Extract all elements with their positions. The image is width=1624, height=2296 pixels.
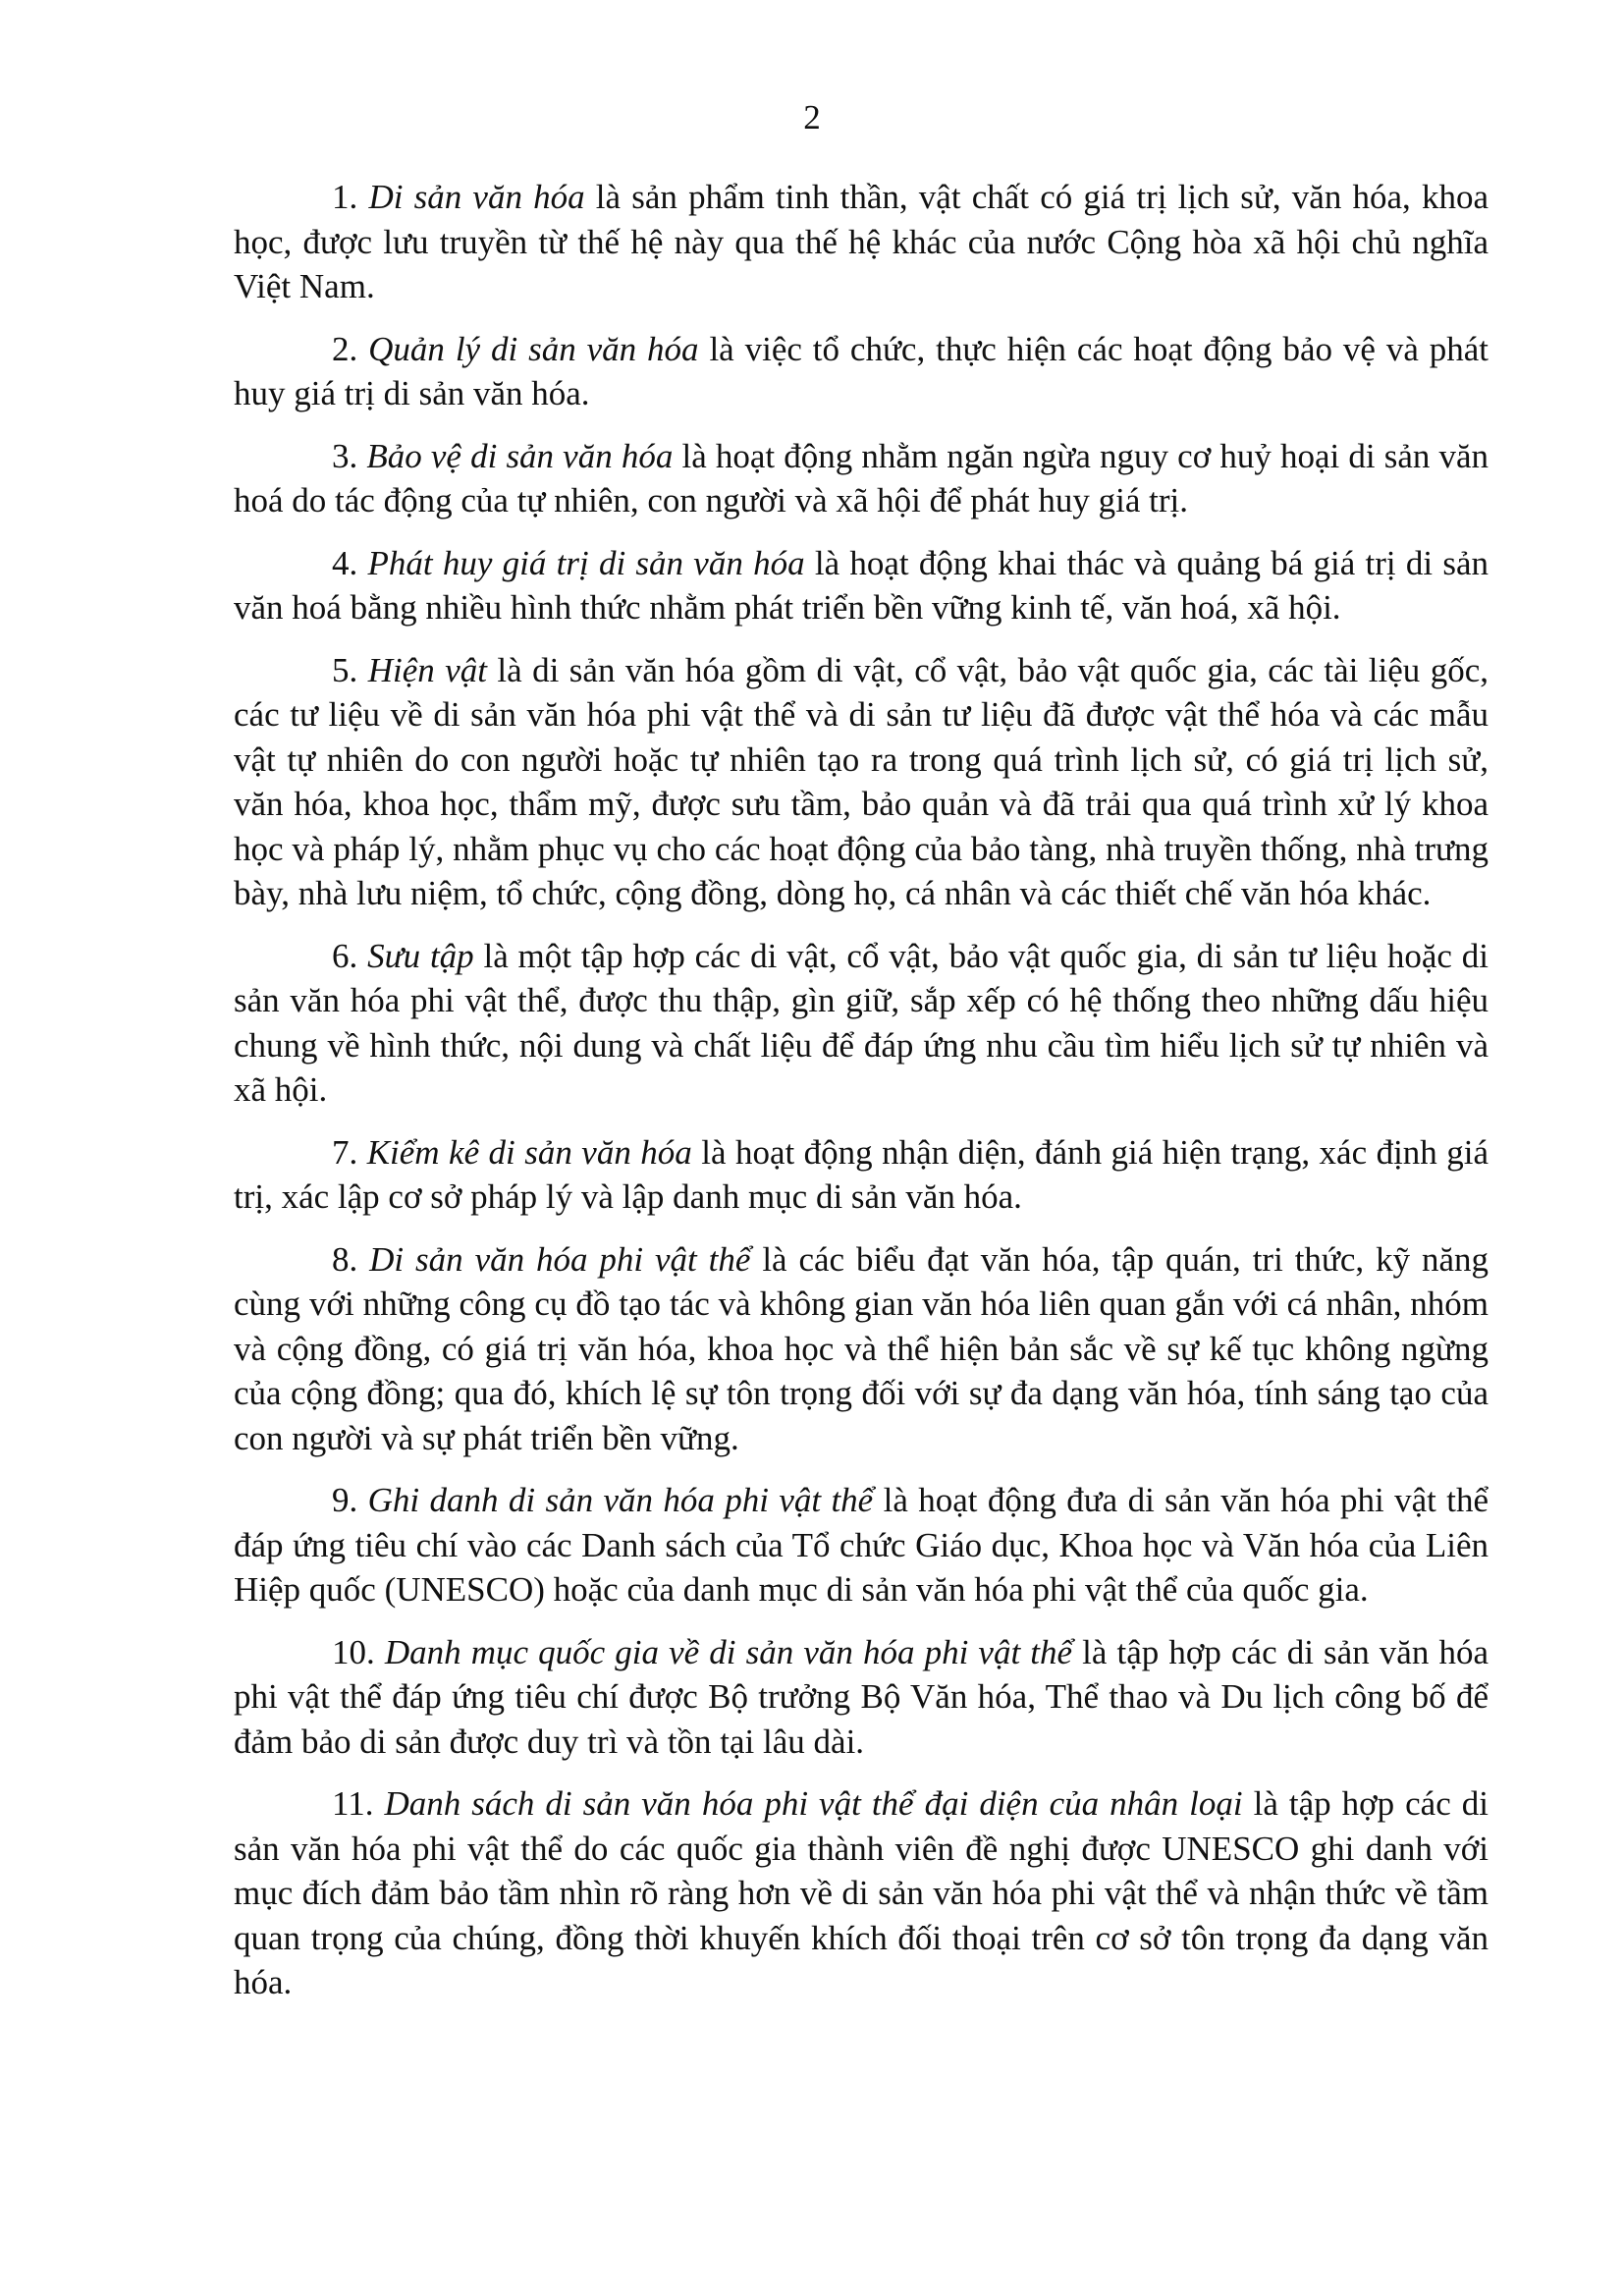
item-number: 2.	[332, 329, 369, 368]
defined-term: Kiểm kê di sản văn hóa	[366, 1132, 692, 1172]
definition-text: là hoạt động nhằm ngăn ngừa nguy cơ huỷ hoại di sản văn hoá do tác động của tự nhiên, con người và xã hội để phát huy giá trị.	[234, 436, 1489, 519]
item-number: 3.	[332, 436, 367, 475]
definition-text: là tập hợp các di sản văn hóa phi vật thể đáp ứng tiêu chí được Bộ trưởng Bộ Văn hóa, Thể thao và Du lịch công bố để đảm bảo di sản được duy trì và tồn tại lâu dài.	[234, 1632, 1489, 1761]
defined-term: Quản lý di sản văn hóa	[368, 329, 699, 368]
definition-item-3	[234, 434, 1489, 523]
definition-text: là tập hợp các di sản văn hóa phi vật thể do các quốc gia thành viên đề nghị được UNESCO ghi danh với mục đích đảm bảo tầm nhìn rõ ràng hơn về di sản văn hóa phi vật thể và nhận thức về tầm quan trọng của chúng, đồng thời khuyến khích đối thoại trên cơ sở tôn trọng đa dạng văn hóa.	[234, 1784, 1489, 2001]
definition-text: là việc tổ chức, thực hiện các hoạt động bảo vệ và phát huy giá trị di sản văn hóa.	[234, 329, 1489, 412]
definition-item-10	[234, 1630, 1489, 1765]
defined-term: Phát huy giá trị di sản văn hóa	[367, 543, 805, 582]
item-number: 7.	[332, 1132, 367, 1172]
item-number: 4.	[332, 543, 368, 582]
defined-term: Di sản văn hóa	[368, 178, 585, 216]
definition-item-7	[234, 1130, 1489, 1220]
definition-item-4	[234, 541, 1489, 630]
defined-term: Hiện vật	[367, 650, 487, 689]
defined-term: Danh mục quốc gia về di sản văn hóa phi vật thể	[384, 1632, 1073, 1671]
definition-text: là di sản văn hóa gồm di vật, cổ vật, bảo vật quốc gia, các tài liệu gốc, các tư liệu về di sản văn hóa phi vật thể và di sản tư liệu đã được vật thể hóa và các mẫu vật tự nhiên do con người hoặc tự nhiên tạo ra trong quá trình lịch sử, có giá trị lịch sử, văn hóa, khoa học, thẩm mỹ, được sưu tầm, bảo quản và đã trải qua quá trình xử lý khoa học và pháp lý, nhằm phục vụ cho các hoạt động của bảo tàng, nhà truyền thống, nhà trưng bày, nhà lưu niệm, tổ chức, cộng đồng, dòng họ, cá nhân và các thiết chế văn hóa khác.	[234, 650, 1489, 912]
item-number: 6.	[332, 936, 368, 975]
definition-text: là hoạt động nhận diện, đánh giá hiện trạng, xác định giá trị, xác lập cơ sở pháp lý và lập danh mục di sản văn hóa.	[234, 1132, 1489, 1216]
defined-term: Danh sách di sản văn hóa phi vật thể đại diện của nhân loại	[384, 1784, 1243, 1823]
definition-text: là các biểu đạt văn hóa, tập quán, tri thức, kỹ năng cùng với những công cụ đồ tạo tác và không gian văn hóa liên quan gắn với cá nhân, nhóm và cộng đồng, có giá trị văn hóa, khoa học và thể hiện bản sắc về sự kế tục không ngừng của cộng đồng; qua đó, khích lệ sự tôn trọng đối với sự đa dạng văn hóa, tính sáng tạo của con người và sự phát triển bền vững.	[234, 1239, 1489, 1457]
definition-text: là hoạt động đưa di sản văn hóa phi vật thể đáp ứng tiêu chí vào các Danh sách của Tổ chức Giáo dục, Khoa học và Văn hóa của Liên Hiệp quốc (UNESCO) hoặc của danh mục di sản văn hóa phi vật thể của quốc gia.	[234, 1481, 1489, 1609]
definition-item-8	[234, 1237, 1489, 1461]
definition-text: là sản phẩm tinh thần, vật chất có giá trị lịch sử, văn hóa, khoa học, được lưu truyền từ thế hệ này qua thế hệ khác của nước Cộng hòa xã hội chủ nghĩa Việt Nam.	[234, 178, 1489, 305]
defined-term: Di sản văn hóa phi vật thể	[369, 1239, 751, 1279]
definition-item-5	[234, 648, 1489, 916]
item-number: 9.	[332, 1481, 368, 1519]
definition-item-11	[234, 1781, 1489, 2005]
definition-text: là một tập hợp các di vật, cổ vật, bảo vật quốc gia, di sản tư liệu hoặc di sản văn hóa phi vật thể, được thu thập, gìn giữ, sắp xếp có hệ thống theo những dấu hiệu chung về hình thức, nội dung và chất liệu để đáp ứng nhu cầu tìm hiểu lịch sử tự nhiên và xã hội.	[234, 936, 1489, 1109]
item-number: 8.	[332, 1239, 370, 1279]
item-number: 5.	[332, 650, 368, 689]
definition-item-2	[234, 327, 1489, 416]
defined-term: Ghi danh di sản văn hóa phi vật thể	[367, 1481, 874, 1519]
item-number: 10.	[332, 1632, 385, 1671]
item-number: 1.	[332, 178, 369, 216]
definition-item-6	[234, 934, 1489, 1113]
definition-item-9	[234, 1478, 1489, 1613]
definitions-list	[234, 175, 1489, 2023]
item-number: 11.	[332, 1784, 385, 1823]
definition-text: là hoạt động khai thác và quảng bá giá trị di sản văn hoá bằng nhiều hình thức nhằm phát triển bền vững kinh tế, văn hoá, xã hội.	[234, 543, 1489, 627]
defined-term: Bảo vệ di sản văn hóa	[366, 436, 674, 475]
definition-item-1	[234, 175, 1489, 309]
defined-term: Sưu tập	[367, 936, 474, 975]
page-number: 2	[803, 98, 821, 137]
